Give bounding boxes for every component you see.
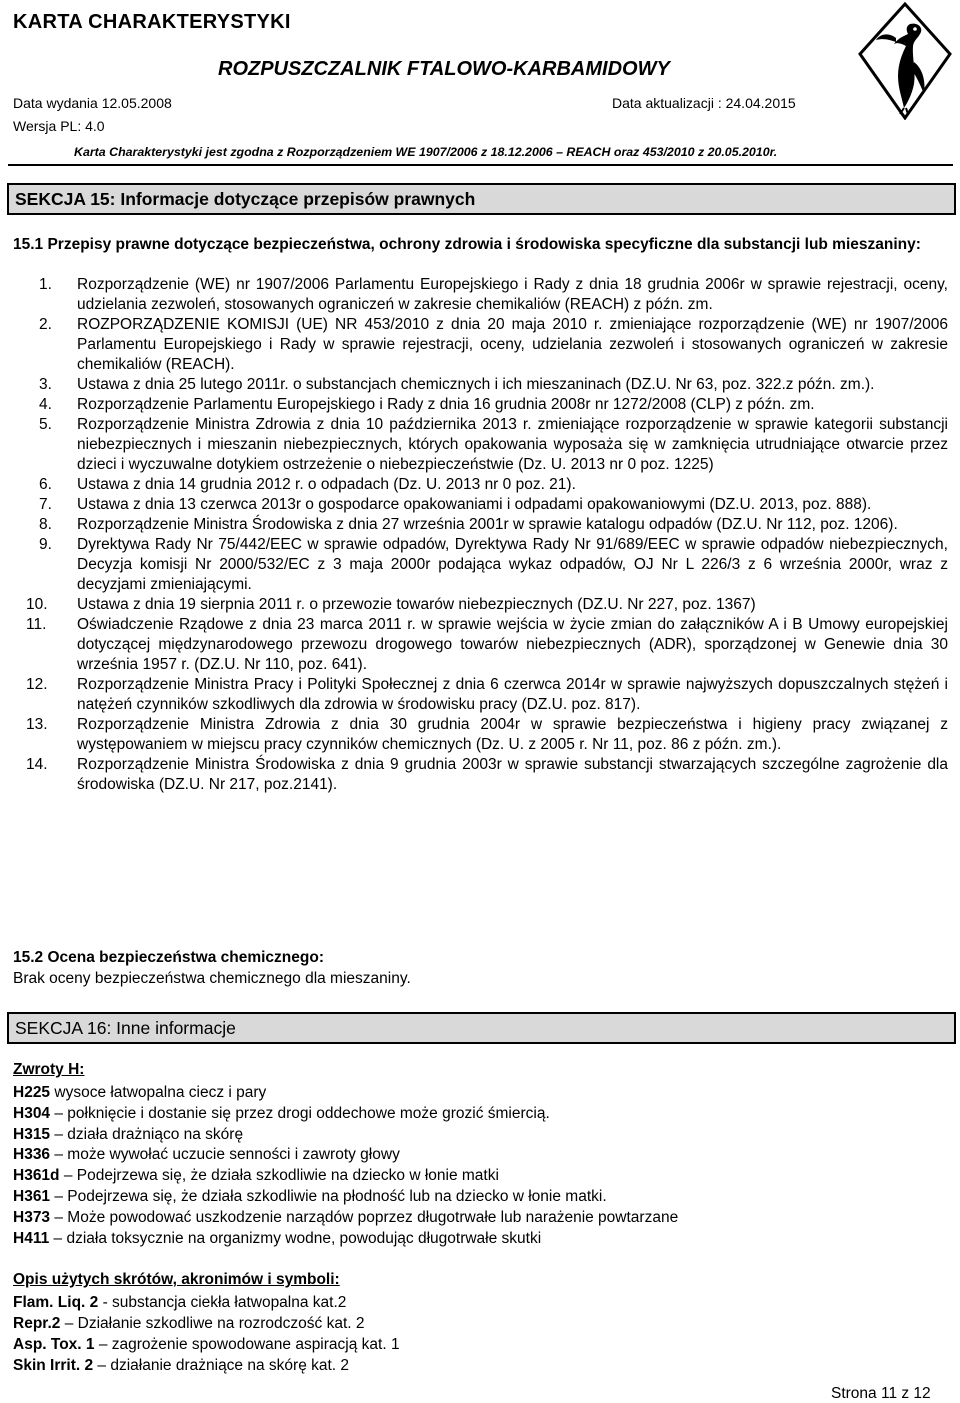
document-title: KARTA CHARAKTERYSTYKI bbox=[13, 11, 291, 33]
h-phrase-text: Podejrzewa się, że działa szkodliwie na płodność lub na dziecko w łonie matki. bbox=[67, 1187, 607, 1205]
h-phrase-code: H373 bbox=[13, 1208, 51, 1226]
abbreviation-text: – zagrożenie spowodowane aspiracją kat. 1 bbox=[94, 1336, 400, 1353]
regulation-number: 10. bbox=[26, 596, 48, 613]
regulation-number: 9. bbox=[39, 536, 52, 553]
h-phrase-code: H315 bbox=[13, 1125, 51, 1143]
h-phrase-item bbox=[13, 1166, 678, 1187]
h-phrase-item bbox=[13, 1208, 678, 1229]
regulation-number: 11. bbox=[26, 616, 47, 633]
h-phrase-code: H336 bbox=[13, 1146, 51, 1164]
regulation-text: Ustawa z dnia 25 lutego 2011r. o substancjach chemicznych i ich mieszaninach (DZ.U. Nr 63, poz. 322.z późn. zm.). bbox=[77, 376, 875, 393]
h-phrase-code: H304 bbox=[13, 1104, 51, 1122]
h-phrase-separator: – bbox=[50, 1146, 68, 1164]
regulation-item bbox=[13, 315, 948, 375]
abbreviation-item bbox=[13, 1355, 400, 1376]
h-phrases-title: Zwroty H: bbox=[13, 1061, 85, 1078]
regulations-list bbox=[13, 275, 948, 795]
regulation-number: 1. bbox=[39, 276, 52, 293]
regulation-text: Rozporządzenie Ministra Środowiska z dnia 27 września 2001r w sprawie katalogu odpadów (DZ.U. Nr 112, poz. 1206). bbox=[77, 516, 898, 533]
h-phrase-separator: – bbox=[50, 1208, 68, 1226]
h-phrase-separator: – bbox=[59, 1167, 77, 1185]
issue-date: Data wydania 12.05.2008 bbox=[13, 95, 172, 111]
regulation-number: 3. bbox=[39, 376, 52, 393]
abbreviation-item bbox=[13, 1313, 400, 1334]
regulation-text: Rozporządzenie Ministra Środowiska z dnia 9 grudnia 2003r w sprawie substancji stwarzających szczególne zagrożenie dla środowiska (DZ.U. Nr 217, poz.2141). bbox=[77, 756, 948, 793]
subsection-15-2-title: 15.2 Ocena bezpieczeństwa chemicznego: bbox=[13, 949, 324, 966]
regulation-number: 13. bbox=[26, 716, 48, 733]
h-phrase-item bbox=[13, 1083, 678, 1104]
h-phrase-text: Podejrzewa się, że działa szkodliwie na dziecko w łonie matki bbox=[76, 1167, 499, 1185]
abbreviation-code: Asp. Tox. 1 bbox=[13, 1336, 95, 1353]
regulation-text: Ustawa z dnia 14 grudnia 2012 r. o odpadach (Dz. U. 2013 nr 0 poz. 21). bbox=[77, 476, 576, 493]
regulation-item bbox=[13, 675, 948, 715]
regulation-item bbox=[13, 495, 948, 515]
regulation-text: Rozporządzenie Parlamentu Europejskiego i Rady z dnia 16 grudnia 2008r nr 1272/2008 (CLP) z późn. zm. bbox=[77, 396, 815, 413]
regulation-item bbox=[13, 755, 948, 795]
abbreviation-item bbox=[13, 1292, 400, 1313]
h-phrase-separator: – bbox=[50, 1104, 68, 1122]
regulation-text: Rozporządzenie Ministra Zdrowia z dnia 30 grudnia 2004r w sprawie bezpieczeństwa i higieny pracy związanej z występowaniem w miejscu pracy czynników chemicznych (Dz. U. z 2005 r. Nr 11, poz. 86 z późn. zm.). bbox=[77, 716, 948, 753]
version: Wersja PL: 4.0 bbox=[13, 118, 105, 134]
regulation-text: Rozporządzenie Ministra Zdrowia z dnia 10 października 2013 r. zmieniające rozporządzenie w sprawie kategorii substancji niebezpiecznych i mieszanin niebezpiecznych, których opakowania wyposaża się w zamknięcia utrudniające otwarcie przez dzieci i wyczuwalne dotykiem ostrzeżenie o niebezpieczeństwie (Dz. U. 2013 nr 0 poz. 1225) bbox=[77, 416, 948, 473]
abbreviation-code: Flam. Liq. 2 bbox=[13, 1294, 99, 1311]
abbreviation-text: – Działanie szkodliwe na rozrodczość kat. 2 bbox=[60, 1315, 365, 1332]
h-phrase-item bbox=[13, 1145, 678, 1166]
regulation-text: Rozporządzenie Ministra Pracy i Polityki Społecznej z dnia 6 czerwca 2014r w sprawie najwyższych dopuszczalnych stężeń i natężeń czynników szkodliwych dla zdrowia w środowisku pracy (DZ.U. poz. 817). bbox=[77, 676, 948, 713]
regulation-note: Karta Charakterystyki jest zgodna z Rozporządzeniem WE 1907/2006 z 18.12.2006 – REACH oraz 453/2010 z 20.05.2010r. bbox=[74, 145, 778, 159]
h-phrase-text: połknięcie i dostanie się przez drogi oddechowe może grozić śmiercią. bbox=[67, 1104, 550, 1122]
abbreviation-text: - substancja ciekła łatwopalna kat.2 bbox=[98, 1294, 347, 1311]
h-phrase-separator: – bbox=[50, 1187, 68, 1205]
update-date: Data aktualizacji : 24.04.2015 bbox=[612, 95, 796, 111]
h-phrase-code: H361d bbox=[13, 1167, 60, 1185]
regulation-number: 5. bbox=[39, 416, 52, 433]
regulation-item bbox=[13, 615, 948, 675]
section-16-heading: SEKCJA 16: Inne informacje bbox=[7, 1012, 956, 1044]
h-phrase-code: H411 bbox=[13, 1229, 50, 1247]
regulation-item bbox=[13, 415, 948, 475]
h-phrase-code: H361 bbox=[13, 1187, 51, 1205]
regulation-item bbox=[13, 475, 948, 495]
h-phrase-item bbox=[13, 1104, 678, 1125]
h-phrase-text: może wywołać uczucie senności i zawroty głowy bbox=[67, 1146, 400, 1164]
regulation-text: Ustawa z dnia 19 sierpnia 2011 r. o przewozie towarów niebezpiecznych (DZ.U. Nr 227, poz. 1367) bbox=[77, 596, 756, 613]
regulation-number: 8. bbox=[39, 516, 52, 533]
abbreviation-code: Repr.2 bbox=[13, 1315, 61, 1332]
regulation-number: 14. bbox=[26, 756, 48, 773]
section-15-heading: SEKCJA 15: Informacje dotyczące przepisów prawnych bbox=[7, 183, 956, 215]
h-phrase-text: – działa drażniąco na skórę bbox=[54, 1125, 244, 1143]
abbreviations-list bbox=[13, 1292, 400, 1376]
subsection-15-2-text: Brak oceny bezpieczeństwa chemicznego dla mieszaniny. bbox=[13, 970, 411, 987]
regulation-text: Dyrektywa Rady Nr 75/442/EEC w sprawie odpadów, Dyrektywa Rady Nr 91/689/EEC w sprawie odpadów niebezpiecznych, Decyzja komisji Nr 2000/532/EC z 3 maja 2000r podająca wykaz odpadów, OJ Nr L 226/3 z 6 września 2000r, wraz z decyzjami zmieniającymi. bbox=[77, 536, 948, 593]
h-phrase-item bbox=[13, 1125, 678, 1146]
subsection-15-1-title: 15.1 Przepisy prawne dotyczące bezpieczeństwa, ochrony zdrowia i środowiska specyficzne dla substancji lub mieszaniny: bbox=[13, 236, 921, 253]
h-phrase-text: Może powodować uszkodzenie narządów poprzez długotrwałe lub narażenie powtarzane bbox=[67, 1208, 679, 1226]
regulation-item bbox=[13, 395, 948, 415]
h-phrase-item bbox=[13, 1229, 678, 1250]
regulation-text: Ustawa z dnia 13 czerwca 2013r o gospodarce opakowaniami i odpadami opakowaniowymi (DZ.U. 2013, poz. 888). bbox=[77, 496, 872, 513]
abbreviations-title: Opis użytych skrótów, akronimów i symboli: bbox=[13, 1271, 340, 1288]
regulation-number: 4. bbox=[39, 396, 52, 413]
regulation-item bbox=[13, 535, 948, 595]
regulation-item bbox=[13, 515, 948, 535]
regulation-text: Rozporządzenie (WE) nr 1907/2006 Parlamentu Europejskiego i Rady z dnia 18 grudnia 2006r w sprawie rejestracji, oceny, udzielania zezwoleń, stosowanych ograniczeń w zakresie chemikaliów (REACH) z późn. zm. bbox=[77, 276, 948, 313]
regulation-number: 12. bbox=[26, 676, 48, 693]
h-phrases-list bbox=[13, 1083, 678, 1249]
h-phrase-code: H225 bbox=[13, 1084, 51, 1101]
regulation-item bbox=[13, 715, 948, 755]
regulation-item bbox=[13, 375, 948, 395]
abbreviation-text: – działanie drażniące na skórę kat. 2 bbox=[93, 1357, 350, 1374]
abbreviation-code: Skin Irrit. 2 bbox=[13, 1357, 94, 1374]
regulation-text: Oświadczenie Rządowe z dnia 23 marca 2011 r. w sprawie wejścia w życie zmian do załączników A i B Umowy europejskiej dotyczącej międzynarodowego przewozu drogowego towarów niebezpiecznych (ADR), sporządzonej w Genewie dnia 30 września 1957 r. (DZ.U. Nr 110, poz. 641). bbox=[77, 616, 948, 673]
page-number: Strona 11 z 12 bbox=[831, 1385, 931, 1402]
regulation-item bbox=[13, 595, 948, 615]
product-name: ROZPUSZCZALNIK FTALOWO-KARBAMIDOWY bbox=[218, 58, 670, 80]
h-phrase-text: – działa toksycznie na organizmy wodne, powodując długotrwałe skutki bbox=[53, 1229, 542, 1247]
h-phrase-item bbox=[13, 1187, 678, 1208]
regulation-text: ROZPORZĄDZENIE KOMISJI (UE) NR 453/2010 z dnia 20 maja 2010 r. zmieniające rozporządzenie (WE) nr 1907/2006 Parlamentu Europejskiego i Rady w sprawie rejestracji, oceny, udzielania zezwoleń i stosowanych ograniczeń w zakresie chemikaliów (REACH). bbox=[77, 316, 948, 373]
h-phrase-text: wysoce łatwopalna ciecz i pary bbox=[54, 1084, 267, 1101]
abbreviation-item bbox=[13, 1334, 400, 1355]
regulation-number: 7. bbox=[39, 496, 52, 513]
header-divider bbox=[8, 164, 953, 166]
regulation-number: 2. bbox=[39, 316, 52, 333]
regulation-number: 6. bbox=[39, 476, 52, 493]
bird-logo-icon bbox=[858, 2, 952, 120]
regulation-item bbox=[13, 275, 948, 315]
